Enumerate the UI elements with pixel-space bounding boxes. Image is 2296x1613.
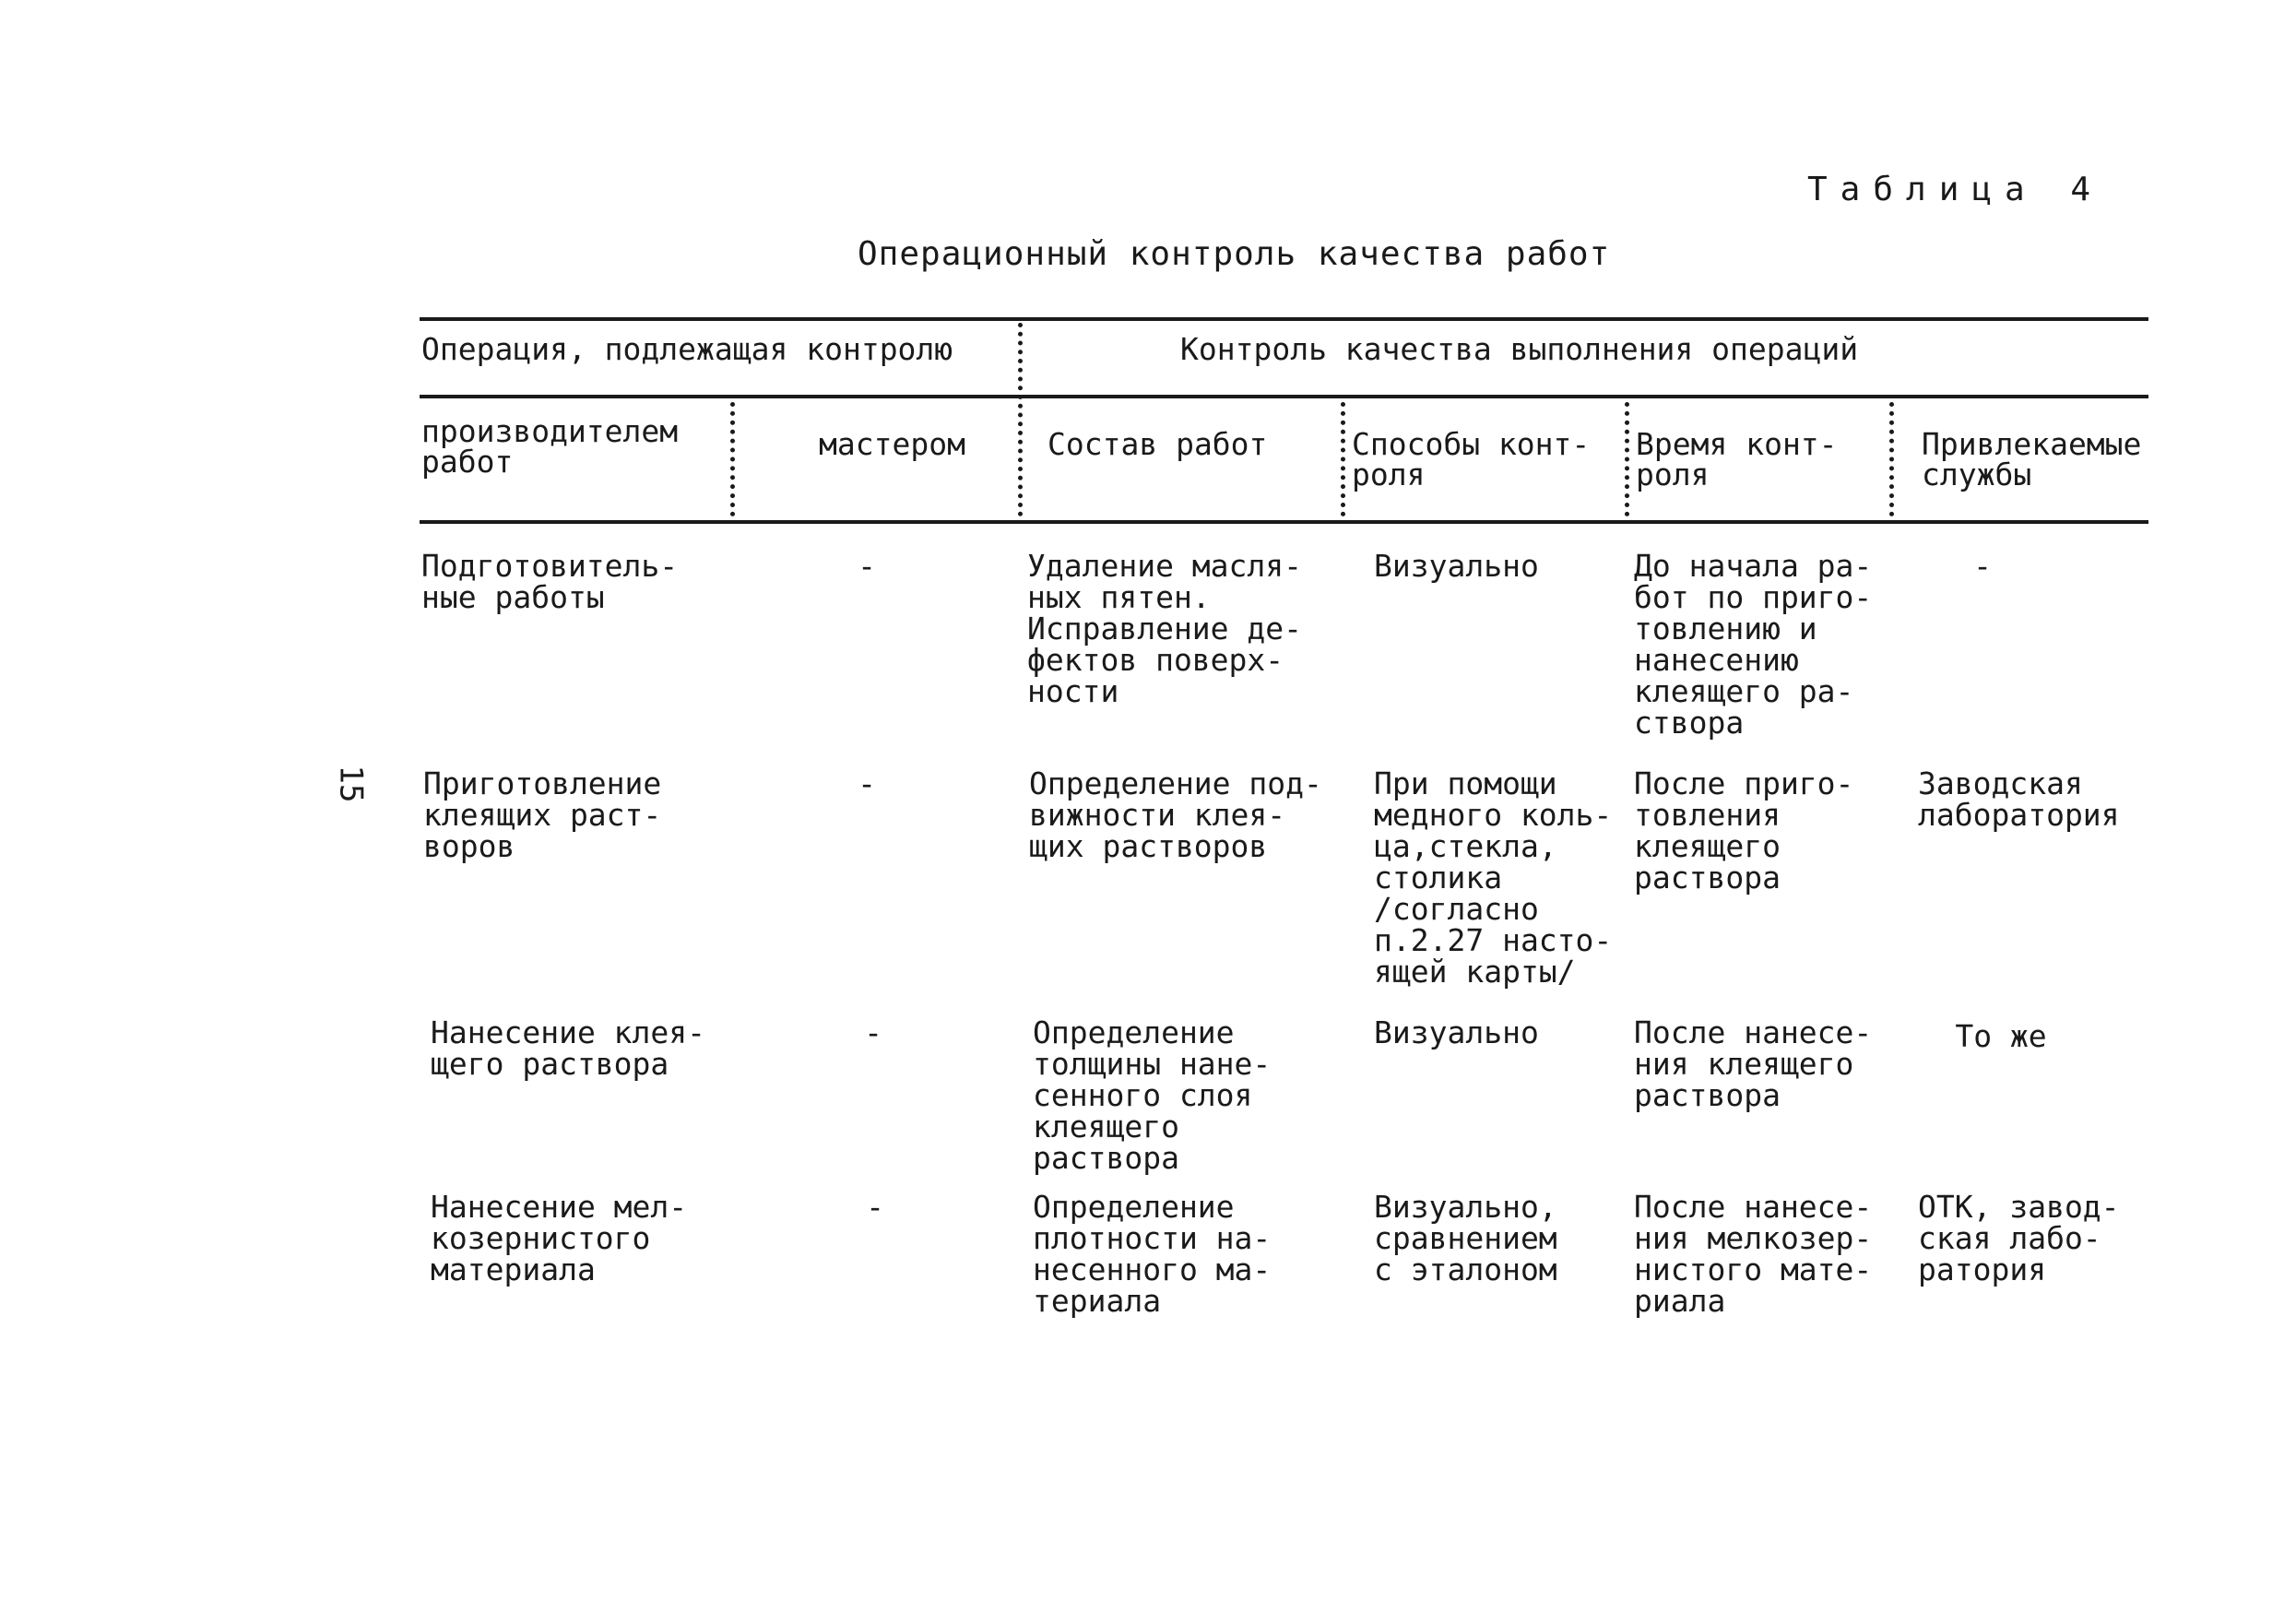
table-row-3-operation: Нанесение клея- щего раствора	[431, 1014, 706, 1082]
table-row-4-control-method: Визуально, сравнением с эталоном	[1374, 1189, 1557, 1287]
table-row-1-services: -	[1973, 548, 1992, 584]
table-row-2-control-method: При помощи медного коль- ца,стекла, столика /согласно п.2.27 насто- ящей карты/	[1374, 765, 1613, 990]
table-row-3-control-method: Визуально	[1374, 1014, 1539, 1050]
table-row-4-master: -	[866, 1189, 884, 1225]
header-col-work-content: Состав работ	[1047, 426, 1268, 462]
table-row-4-services: ОТК, завод- ская лабо- ратория	[1918, 1189, 2120, 1287]
col-separator-1	[730, 402, 735, 516]
table-row-4-operation: Нанесение мел- козернистого материала	[431, 1189, 688, 1287]
table-row-1-control-time: До начала ра- бот по приго- товлению и нанесению клеящего ра- створа	[1634, 548, 1873, 741]
header-bottom-rule	[420, 520, 2148, 524]
header-col-control-time: Время конт- роля	[1636, 426, 1838, 492]
header-col-producer: производителем работ	[421, 413, 679, 480]
table-row-2-control-time: После приго- товления клеящего раствора	[1634, 765, 1854, 895]
table-row-4-work-content: Определение плотности на- несенного ма- териала	[1033, 1189, 1272, 1319]
table-row-2-work-content: Определение под- вижности клея- щих растворов	[1029, 765, 1322, 864]
header-col-control-methods: Способы конт- роля	[1352, 426, 1591, 492]
header-col-services: Привлекаемые службы	[1922, 426, 2142, 492]
table-row-2-operation: Приготовление клеящих раст- воров	[423, 765, 662, 864]
table-row-3-control-time: После нанесе- ния клеящего раствора	[1634, 1014, 1873, 1113]
table-row-1-control-method: Визуально	[1374, 548, 1539, 584]
page-number: 15	[332, 765, 370, 803]
header-col-master: мастером	[819, 426, 965, 462]
col-separator-4	[1625, 402, 1629, 516]
table-row-1-operation: Подготовитель- ные работы	[421, 548, 679, 615]
header-operation-group: Операция, подлежащая контролю	[421, 331, 953, 367]
table-label: Таблица 4	[1807, 171, 2104, 208]
table-row-4-control-time: После нанесе- ния мелкозер- нистого мате- риала	[1634, 1189, 1873, 1319]
header-middle-rule	[420, 395, 2148, 398]
col-separator-5	[1889, 402, 1894, 516]
table-top-rule	[420, 317, 2148, 321]
table-row-2-services: Заводская лаборатория	[1918, 765, 2120, 833]
table-row-3-master: -	[864, 1014, 882, 1050]
table-row-2-master: -	[858, 765, 876, 801]
table-row-1-master: -	[858, 548, 876, 584]
table-row-3-services: То же	[1955, 1018, 2047, 1054]
col-separator-3	[1341, 402, 1345, 516]
table-title: Операционный контроль качества работ	[858, 235, 1611, 273]
table-row-1-work-content: Удаление масля- ных пятен. Исправление де- фектов поверх- ности	[1027, 548, 1303, 709]
group-separator	[1018, 323, 1023, 516]
table-row-3-work-content: Определение толщины нане- сенного слоя клеящего раствора	[1033, 1014, 1272, 1176]
header-control-group: Контроль качества выполнения операций	[1180, 331, 1859, 367]
